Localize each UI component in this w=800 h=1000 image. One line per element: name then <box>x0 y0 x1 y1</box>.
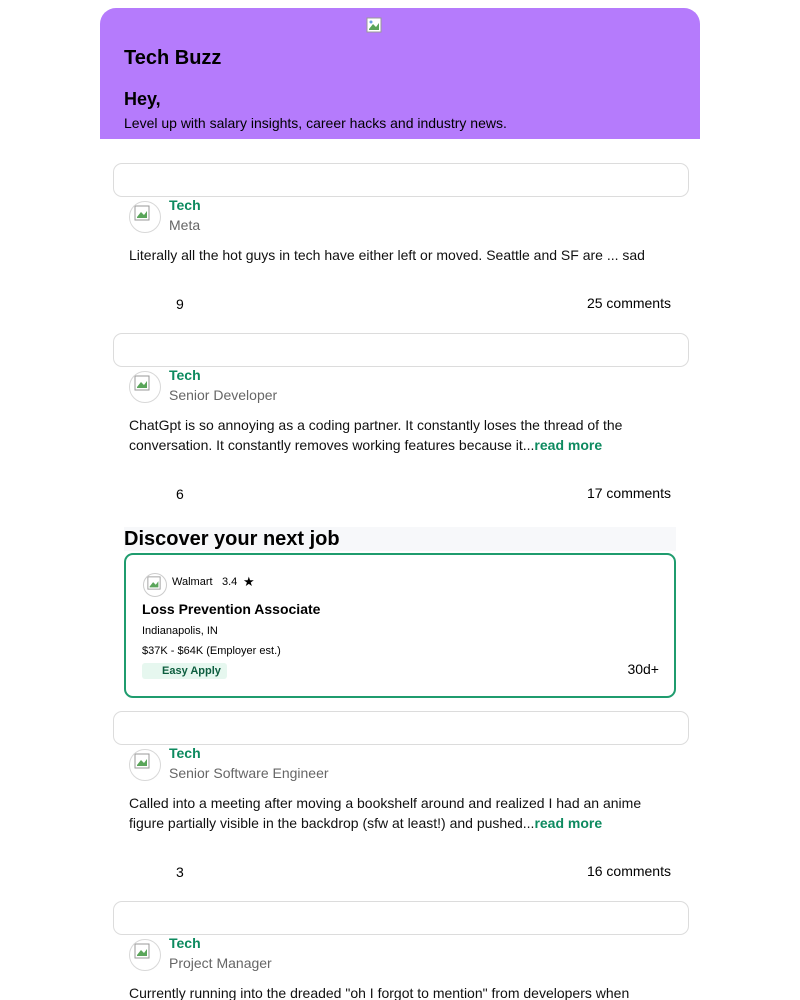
post-card[interactable] <box>129 935 674 1000</box>
post-header-pill[interactable] <box>113 163 689 197</box>
post-body[interactable] <box>129 793 674 833</box>
easy-apply-badge[interactable]: Easy Apply <box>142 663 227 679</box>
header-subtitle: Level up with salary insights, career hacks and industry news. <box>124 115 507 131</box>
post-header-pill[interactable] <box>113 333 689 367</box>
like-count[interactable]: 3 <box>176 864 184 880</box>
post-author-role: Meta <box>169 217 201 233</box>
post-text: Literally all the hot guys in tech have either left or moved. Seattle and SF are ... sad <box>129 247 645 263</box>
job-card[interactable] <box>124 553 676 698</box>
job-location: Indianapolis, IN <box>142 625 218 637</box>
star-icon: ★ <box>243 574 255 589</box>
avatar <box>129 371 161 403</box>
avatar <box>129 201 161 233</box>
post-card[interactable] <box>129 745 674 885</box>
broken-image-icon <box>134 943 150 959</box>
post-card[interactable] <box>129 367 674 507</box>
post-body[interactable] <box>129 415 674 455</box>
broken-image-icon <box>147 576 161 590</box>
page-wrap <box>100 8 700 139</box>
like-count[interactable]: 9 <box>176 296 184 312</box>
post-body[interactable] <box>129 983 674 1000</box>
post-bowl[interactable]: Tech <box>169 197 201 213</box>
greeting: Hey, <box>124 89 161 109</box>
post-bowl[interactable]: Tech <box>169 367 201 383</box>
job-age: 30d+ <box>627 661 659 677</box>
broken-image-icon <box>366 17 382 33</box>
comment-count[interactable]: 17 comments <box>586 485 671 501</box>
post-bowl[interactable]: Tech <box>169 935 201 951</box>
broken-image-icon <box>134 205 150 221</box>
brand-title: Tech Buzz <box>124 47 222 69</box>
broken-image-icon <box>134 753 150 769</box>
post-header-pill[interactable] <box>113 901 689 935</box>
post-author-role: Project Manager <box>169 955 272 971</box>
post-card[interactable] <box>129 197 674 317</box>
post-author-role: Senior Software Engineer <box>169 765 329 781</box>
post-author-role: Senior Developer <box>169 387 278 403</box>
comment-count[interactable]: 25 comments <box>586 295 671 311</box>
read-more-link[interactable]: read more <box>534 815 603 831</box>
read-more-link[interactable]: read more <box>534 437 603 453</box>
post-text: ChatGpt is so annoying as a coding partner. It constantly loses the thread of the conversation. It constantly removes working features because it... <box>129 417 623 453</box>
post-text: Called into a meeting after moving a bookshelf around and realized I had an anime figure partially visible in the backdrop (sfw at least!) and pushed... <box>129 795 642 831</box>
header-banner <box>100 8 700 139</box>
job-title[interactable]: Loss Prevention Associate <box>142 601 321 617</box>
job-salary: $37K - $64K (Employer est.) <box>142 645 281 657</box>
company-logo <box>143 573 167 597</box>
post-text: Currently running into the dreaded "oh I forgot to mention" from developers when <box>129 985 630 1000</box>
avatar <box>129 749 161 781</box>
section-title-jobs: Discover your next job <box>124 527 676 551</box>
post-bowl[interactable]: Tech <box>169 745 201 761</box>
broken-image-icon <box>134 375 150 391</box>
comment-count[interactable]: 16 comments <box>586 863 671 879</box>
avatar <box>129 939 161 971</box>
job-rating: 3.4 <box>222 576 238 588</box>
post-body[interactable] <box>129 245 674 265</box>
post-header-pill[interactable] <box>113 711 689 745</box>
like-count[interactable]: 6 <box>176 486 184 502</box>
job-company: Walmart <box>172 576 213 588</box>
